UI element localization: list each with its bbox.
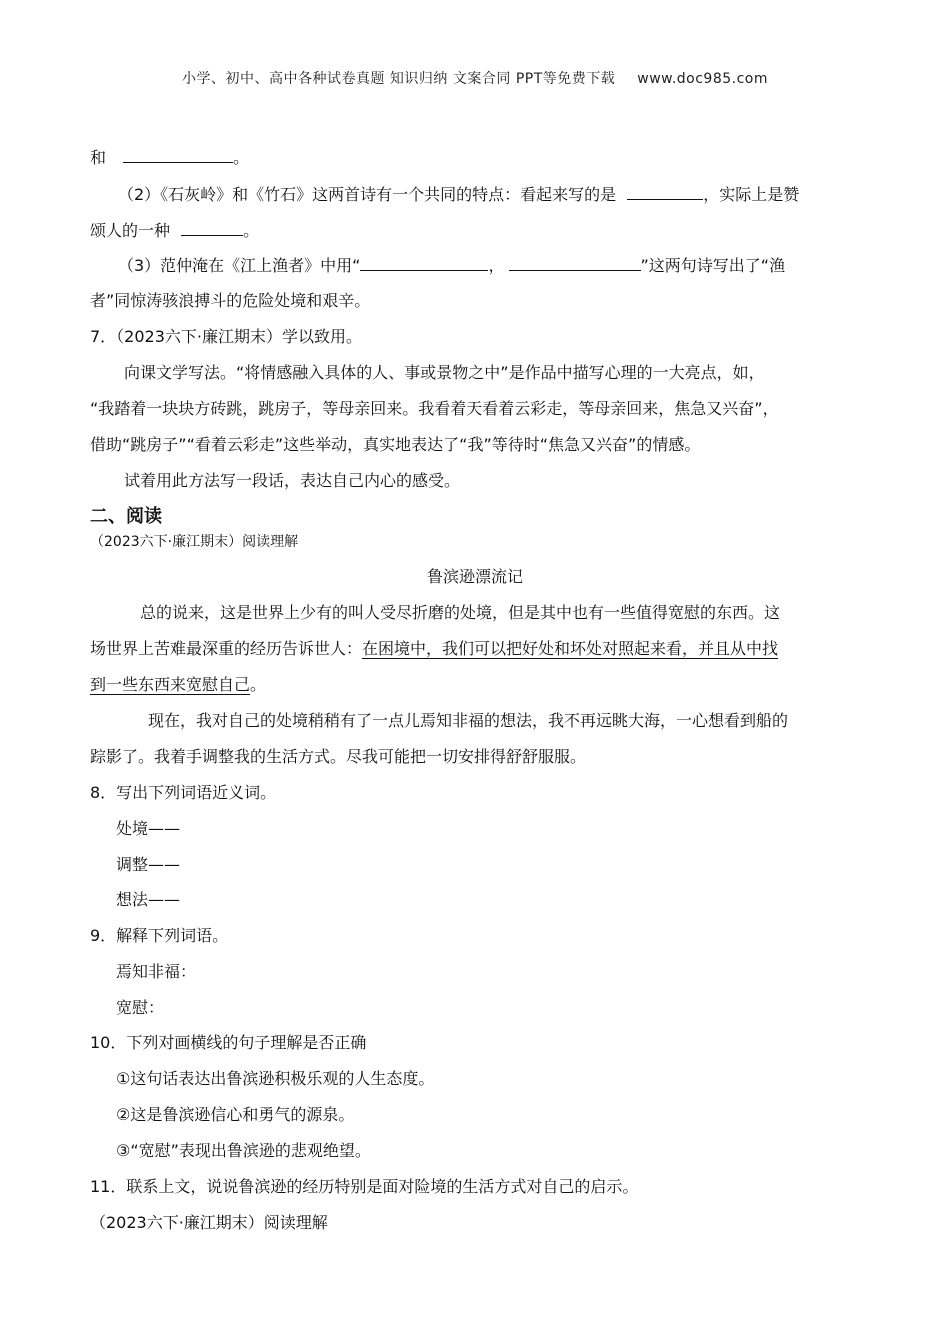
q8-item: 想法—— [116, 890, 181, 909]
q10-option: ③“宽慰”表现出鲁滨逊的悲观绝望。 [116, 1141, 371, 1160]
answer-blank[interactable] [509, 254, 641, 271]
q6-p3-text-c: ”这两句诗写出了“渔 [640, 256, 786, 275]
source-note: （2023六下·廉江期末）阅读理解 [90, 534, 299, 550]
q6-p2-text-c: 颂人的一种 [90, 221, 171, 240]
answer-blank[interactable] [360, 254, 488, 271]
passage-text: 场世界上苦难最深重的经历告诉世人： [90, 639, 363, 658]
underlined-sentence: 到一些东西来宽慰自己 [90, 675, 251, 694]
q8-item: 调整—— [116, 855, 181, 874]
answer-blank[interactable] [123, 146, 233, 163]
q6-part3-line1 [118, 254, 785, 277]
q6-part2-line2 [90, 219, 259, 242]
header-site-link[interactable]: www.doc985.com [637, 71, 769, 87]
passage-line: 总的说来，这是世界上少有的叫人受尽折磨的处境，但是其中也有一些值得宽慰的东西。这 [140, 603, 781, 622]
q6-cont-suffix: 。 [233, 148, 250, 167]
q6-part2-line1 [118, 183, 799, 206]
q9-item: 焉知非福： [116, 962, 197, 981]
source-note: （2023六下·廉江期末）阅读理解 [90, 1213, 328, 1232]
q6-p3-text-b: ， [488, 256, 505, 275]
answer-blank[interactable] [627, 183, 703, 200]
q9-title: 9．解释下列词语。 [90, 926, 229, 945]
q6-p2-text-d: 。 [243, 221, 260, 240]
q6-p2-text-a: （2）《石灰岭》和《竹石》这两首诗有一个共同的特点：看起来写的是 [118, 185, 617, 204]
q6-p3-text-a: （3）范仲淹在《江上渔者》中用“ [118, 256, 361, 275]
q10-option: ②这是鲁滨逊信心和勇气的源泉。 [116, 1105, 355, 1124]
q10-option: ①这句话表达出鲁滨逊积极乐观的人生态度。 [116, 1069, 435, 1088]
passage-line: 踪影了。我着手调整我的生活方式。尽我可能把一切安排得舒舒服服。 [90, 747, 587, 766]
q6-part3-line2: 者”同惊涛骇浪搏斗的危险处境和艰辛。 [90, 291, 371, 310]
q7-title: 7．（2023六下·廉江期末）学以致用。 [90, 327, 362, 346]
passage-title: 鲁滨逊漂流记 [426, 567, 523, 586]
passage-text: 。 [250, 675, 267, 694]
q7-text-line: 试着用此方法写一段话，表达自己内心的感受。 [124, 471, 461, 490]
passage-line [90, 674, 266, 696]
header-text: 小学、初中、高中各种试卷真题 知识归纳 文案合同 PPT等免费下载 [181, 71, 616, 87]
q10-title: 10．下列对画横线的句子理解是否正确 [90, 1033, 367, 1052]
q7-text-line: 借助“跳房子”“看着云彩走”这些举动，真实地表达了“我”等待时“焦急又兴奋”的情感。 [90, 435, 701, 454]
q7-text-line: 向课文学写法。“将情感融入具体的人、事或景物之中”是作品中描写心理的一大亮点，如， [124, 363, 765, 382]
q7-text-line: “我踏着一块块方砖跳，跳房子，等母亲回来。我看着天看着云彩走，等母亲回来，焦急又兴奋”， [90, 399, 779, 418]
q11-title: 11．联系上文，说说鲁滨逊的经历特别是面对险境的生活方式对自己的启示。 [90, 1177, 639, 1196]
q6-p2-text-b: ，实际上是赞 [703, 185, 800, 204]
page-header [0, 68, 950, 88]
passage-line [90, 638, 778, 660]
q8-title: 8．写出下列词语近义词。 [90, 783, 277, 802]
underlined-sentence: 在困境中，我们可以把好处和坏处对照起来看，并且从中找 [362, 639, 779, 658]
q8-item: 处境—— [116, 819, 181, 838]
passage-line: 现在，我对自己的处境稍稍有了一点儿焉知非福的想法，我不再远眺大海，一心想看到船的 [148, 711, 789, 730]
section-heading: 二、阅读 [90, 506, 162, 527]
q6-continuation [90, 146, 249, 169]
q9-item: 宽慰： [116, 998, 165, 1017]
answer-blank[interactable] [181, 219, 243, 236]
q6-cont-prefix: 和 [90, 148, 107, 167]
